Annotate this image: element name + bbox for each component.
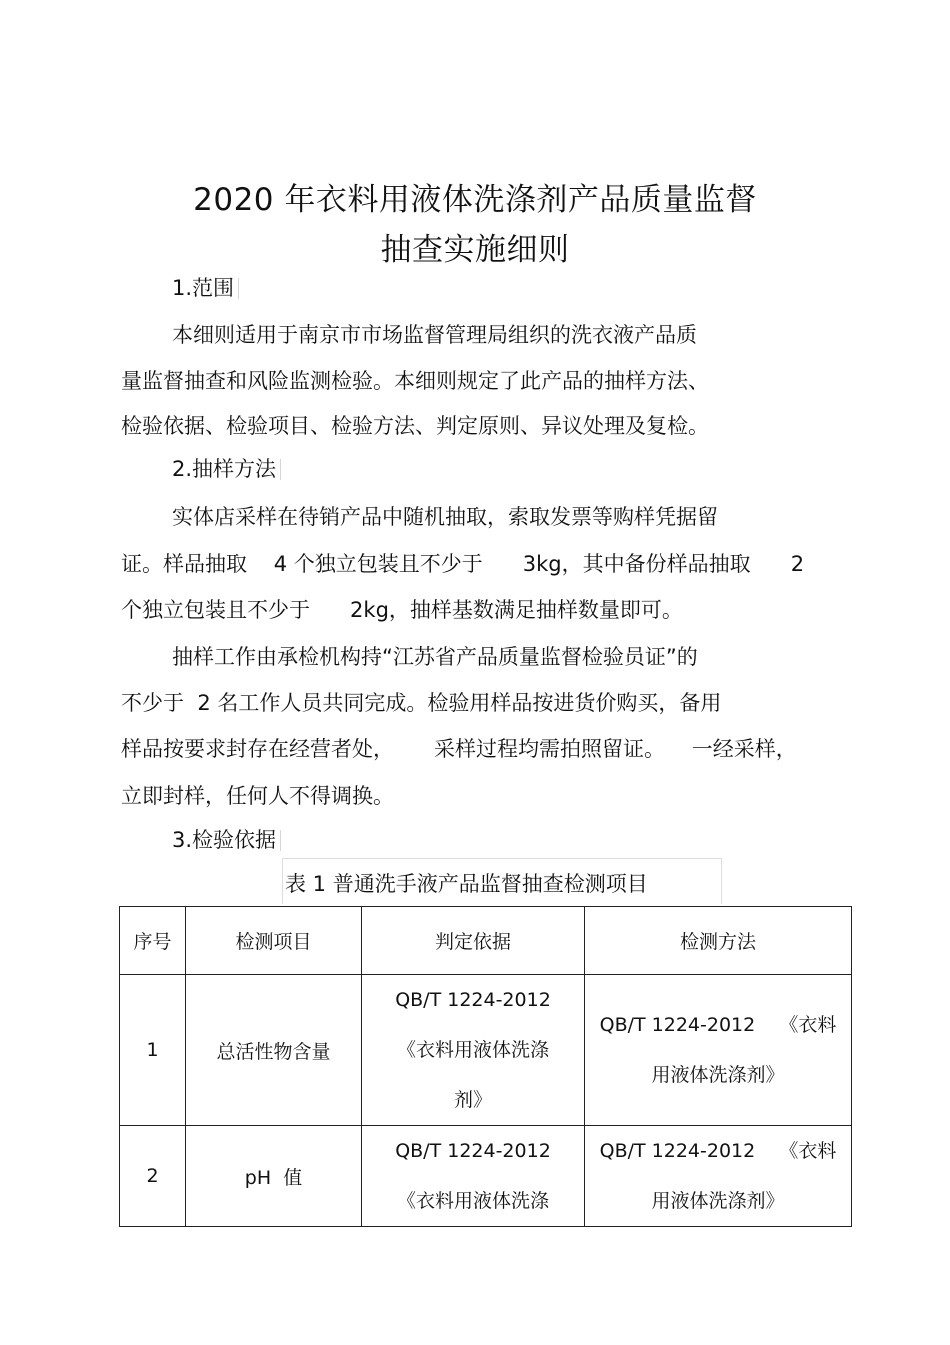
col-header-basis: 判定依据 (362, 907, 585, 975)
sampling-paragraph-line: 实体店采样在待销产品中随机抽取，索取发票等购样凭据留 (172, 505, 718, 529)
sampling-paragraph-line: 个独立包装且不少于 2kg，抽样基数满足抽样数量即可。 (121, 598, 683, 622)
cell-basis-line: 《衣料用液体洗涤 (396, 1039, 549, 1061)
sampling-heading: 2.抽样方法 (172, 459, 281, 480)
col-header-no: 序号 (120, 907, 186, 975)
inspection-items-table (119, 906, 852, 1227)
col-header-method: 检测方法 (585, 907, 852, 975)
cell-no: 2 (120, 1126, 186, 1227)
sampling-paragraph-line: 不少于 2 名工作人员共同完成。检验用样品按进货价购买，备用 (121, 691, 722, 715)
cell-method-line: 用液体洗涤剂》 (651, 1190, 785, 1212)
cell-basis-line: QB/T 1224-2012 (395, 1140, 551, 1162)
table-caption: 表 1 普通洗手液产品监督抽查检测项目 (282, 858, 722, 904)
cell-basis-line: 剂》 (453, 1089, 492, 1111)
basis-heading: 3.检验依据 (172, 830, 281, 851)
sampling-paragraph-line: 抽样工作由承检机构持“江苏省产品质量监督检验员证”的 (172, 645, 698, 669)
cell-method-line: QB/T 1224-2012 《衣料 (599, 1140, 837, 1162)
cell-method-line: 用液体洗涤剂》 (651, 1064, 785, 1086)
sampling-paragraph-line: 样品按要求封存在经营者处， 采样过程均需拍照留证。 一经采样， (121, 737, 797, 761)
cell-basis (362, 975, 585, 1126)
scope-paragraph-line: 量监督抽查和风险监测检验。本细则规定了此产品的抽样方法、 (121, 369, 709, 393)
scope-paragraph-line: 本细则适用于南京市市场监督管理局组织的洗衣液产品质 (172, 323, 697, 347)
scope-heading: 1.范围 (172, 278, 239, 299)
table-row (120, 1126, 852, 1227)
doc-title-line-2: 抽查实施细则 (380, 232, 570, 268)
table-row (120, 975, 852, 1126)
table-header-row (120, 907, 852, 975)
cell-basis (362, 1126, 585, 1227)
cell-method (585, 1126, 852, 1227)
cell-item: pH 值 (186, 1126, 362, 1227)
col-header-item: 检测项目 (186, 907, 362, 975)
cell-basis-line: 《衣料用液体洗涤 (396, 1190, 549, 1212)
sampling-paragraph-line: 立即封样，任何人不得调换。 (121, 784, 394, 808)
doc-title-line-1: 2020 年衣料用液体洗涤剂产品质量监督 (193, 182, 757, 218)
sampling-paragraph-line: 证。样品抽取 4 个独立包装且不少于 3kg，其中备份样品抽取 2 (121, 552, 805, 576)
cell-basis-line: QB/T 1224-2012 (395, 989, 551, 1011)
cell-method-line: QB/T 1224-2012 《衣料 (599, 1014, 837, 1036)
cell-method (585, 975, 852, 1126)
scope-paragraph-line: 检验依据、检验项目、检验方法、判定原则、异议处理及复检。 (121, 414, 709, 438)
cell-item: 总活性物含量 (186, 975, 362, 1126)
cell-no: 1 (120, 975, 186, 1126)
